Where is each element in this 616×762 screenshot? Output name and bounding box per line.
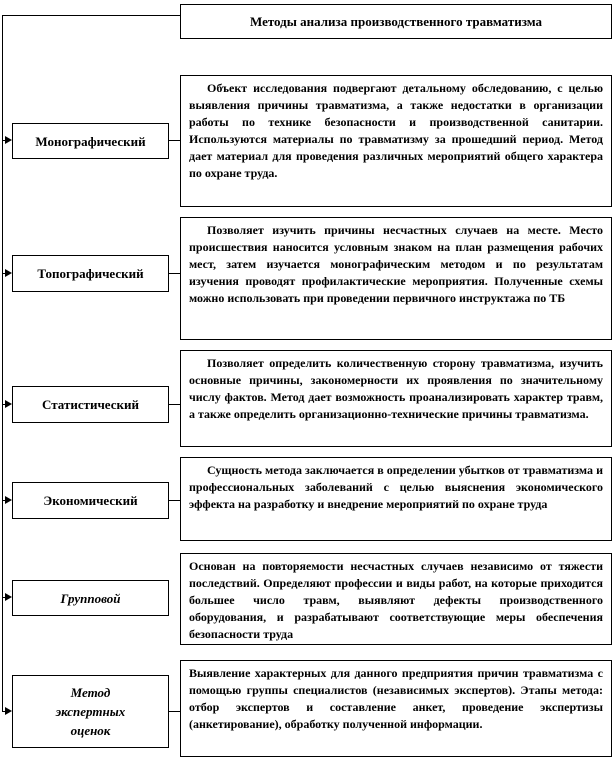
arrow-icon <box>5 269 12 277</box>
description-economic: Сущность метода заключается в определении убытков от травматизма и профессиональных заболеваний с целью выяснения экономического эффекта на разработку и внедрение мероприятий по охране труда <box>180 457 612 541</box>
connector-trunk <box>2 15 3 712</box>
connector-desc <box>168 404 180 405</box>
description-monographic: Объект исследования подвергают детальному обследованию, с целью выявления причины травматизма, а также недостатки в организации работы по технике безопасности и производственной санитарии. Используются материалы по травматизму за прошедший период. Метод дает материал для проведения различных мероприятий общего характера по охране труда. <box>180 75 612 207</box>
description-statistical: Позволяет определить количественную сторону травматизма, изучить основные причины, закономерности их проявления по значительному числу фактов. Метод дает возможность проанализировать характер травм, а также определить организационно-технические причины травматизма. <box>180 350 612 447</box>
connector-desc <box>168 140 180 141</box>
connector-desc <box>168 711 180 712</box>
arrow-icon <box>5 136 12 144</box>
connector-desc <box>168 273 180 274</box>
description-group: Основан на повторяемости несчастных случаев независимо от тяжести последствий. Определяют профессии и виды работ, на которые приходится большее число травм, выявляют дефекты производственного оборудования, и разрабатывают соответствующие меры обеспечения безопасности труда <box>180 553 612 645</box>
arrow-icon <box>5 707 12 715</box>
method-monographic: Монографический <box>12 123 169 159</box>
method-economic: Экономический <box>12 482 169 519</box>
arrow-icon <box>5 593 12 601</box>
method-expert-evaluation: Метод экспертных оценок <box>12 675 169 748</box>
method-topographic: Топографический <box>12 255 169 292</box>
method-group: Групповой <box>12 580 169 616</box>
description-expert-evaluation: Выявление характерных для данного предприятия причин травматизма с помощью группы специалистов (независимых экспертов). Этапы метода: отбор экспертов и составление анкет, проведение экспертизы (анкетирование), обработку полученной информации. <box>180 660 612 757</box>
connector-desc <box>168 500 180 501</box>
arrow-icon <box>5 400 12 408</box>
description-topographic: Позволяет изучить причины несчастных случаев на месте. Место происшествия наносится условным знаком на план размещения рабочих мест, затем изучается монографическим методом и по результатам изучения проводят профилактические мероприятия. Полученные схемы можно использовать при проведении первичного инструктажа по ТБ <box>180 217 612 340</box>
diagram-title: Методы анализа производственного травматизма <box>180 4 612 39</box>
connector-title <box>2 15 180 16</box>
arrow-icon <box>5 496 12 504</box>
method-statistical: Статистический <box>12 386 169 423</box>
